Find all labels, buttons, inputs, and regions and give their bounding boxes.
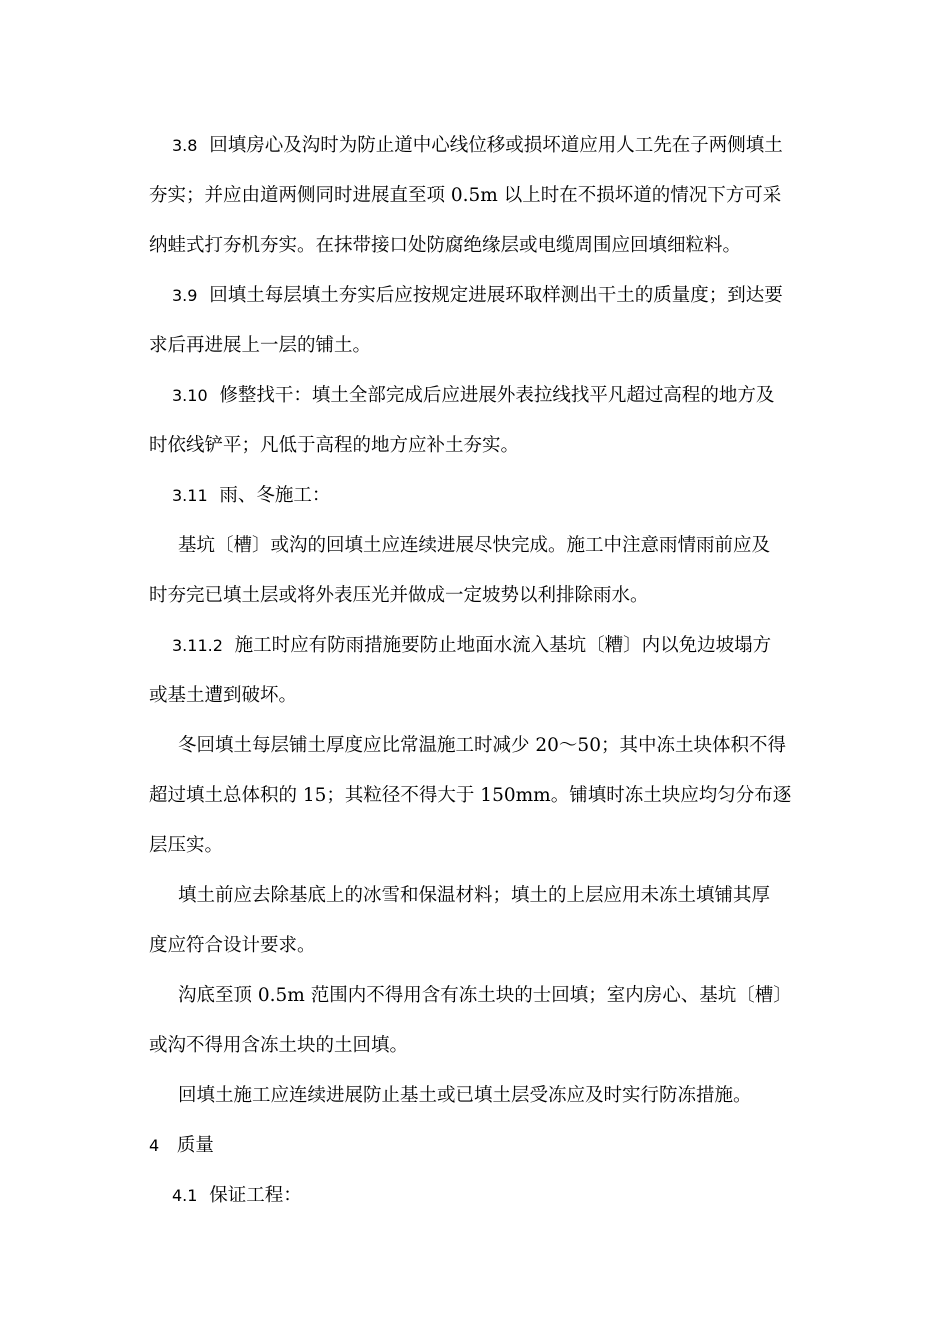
paragraph-winter-line-1: 冬回填土每层铺土厚度应比常温施工时减少 20～50；其中冻土块体积不得 — [178, 735, 786, 756]
clause-number: 3.11 — [172, 486, 208, 505]
paragraph-3-8-line-3: 纳蛙式打夯机夯实。在抹带接口处防腐绝缘层或电缆周围应回填细粒料。 — [149, 235, 742, 256]
paragraph-winter-line-3: 层压实。 — [149, 835, 224, 856]
clause-number: 3.9 — [172, 286, 198, 305]
section-title: 保证工程： — [209, 1185, 302, 1206]
paragraph-winter-line-2: 超过填土总体积的 15；其粒径不得大于 150mm。铺填时冻土块应均匀分布逐 — [149, 785, 792, 806]
paragraph-3-10-line-2: 时依线铲平；凡低于高程的地方应补土夯实。 — [149, 435, 520, 456]
paragraph-text: 施工时应有防雨措施要防止地面水流入基坑〔糟〕内以免边坡塌方 — [234, 635, 772, 656]
paragraph-continuous-line-1: 回填土施工应连续进展防止基土或已填土层受冻应及时实行防冻措施。 — [178, 1085, 752, 1106]
clause-number: 3.11.2 — [172, 636, 223, 655]
paragraph-3-11-2-line-2: 或基土遭到破坏。 — [149, 685, 298, 706]
paragraph-rain-line-1: 基坑〔槽〕或沟的回填土应连续进展尽快完成。施工中注意雨情雨前应及 — [178, 535, 771, 556]
paragraph-3-9-line-2: 求后再进展上一层的铺土。 — [149, 335, 372, 356]
paragraph-ditch-line-2: 或沟不得用含冻土块的土回填。 — [149, 1035, 409, 1056]
clause-number: 3.10 — [172, 386, 208, 405]
paragraph-text: 回填土每层填土夯实后应按规定进展环取样测出干土的质量度；到达要 — [209, 285, 783, 306]
paragraph-rain-line-2: 时夯完已填土层或将外表压光并做成一定坡势以利排除雨水。 — [149, 585, 649, 606]
paragraph-text: 修整找干：填土全部完成后应进展外表拉线找平凡超过高程的地方及 — [219, 385, 775, 406]
paragraph-snow-line-1: 填土前应去除基底上的冰雪和保温材料；填土的上层应用未冻土填铺其厚 — [178, 885, 771, 906]
paragraph-3-8-line-1 — [172, 134, 832, 158]
paragraph-text: 回填房心及沟时为防止道中心线位移或损坏道应用人工先在子两侧填土 — [209, 135, 783, 156]
paragraph-ditch-line-1: 沟底至顶 0.5m 范围内不得用含有冻土块的士回填；室内房心、基坑〔槽〕 — [178, 985, 792, 1006]
section-title: 质量 — [176, 1135, 214, 1156]
clause-number: 4.1 — [172, 1186, 198, 1205]
paragraph-3-10-line-1 — [172, 384, 832, 408]
clause-number: 3.8 — [172, 136, 198, 155]
paragraph-text: 雨、冬施工： — [219, 485, 331, 506]
section-4-heading — [149, 1134, 809, 1158]
paragraph-3-9-line-1 — [172, 284, 832, 308]
paragraph-3-11-2-line-1 — [172, 634, 832, 658]
paragraph-3-11-line-1 — [172, 484, 832, 508]
paragraph-3-8-line-2: 夯实；并应由道两侧同时进展直至项 0.5m 以上时在不损坏道的情况下方可采 — [149, 185, 782, 206]
section-4-1-heading — [172, 1184, 832, 1208]
section-number: 4 — [149, 1136, 160, 1155]
paragraph-snow-line-2: 度应符合设计要求。 — [149, 935, 316, 956]
